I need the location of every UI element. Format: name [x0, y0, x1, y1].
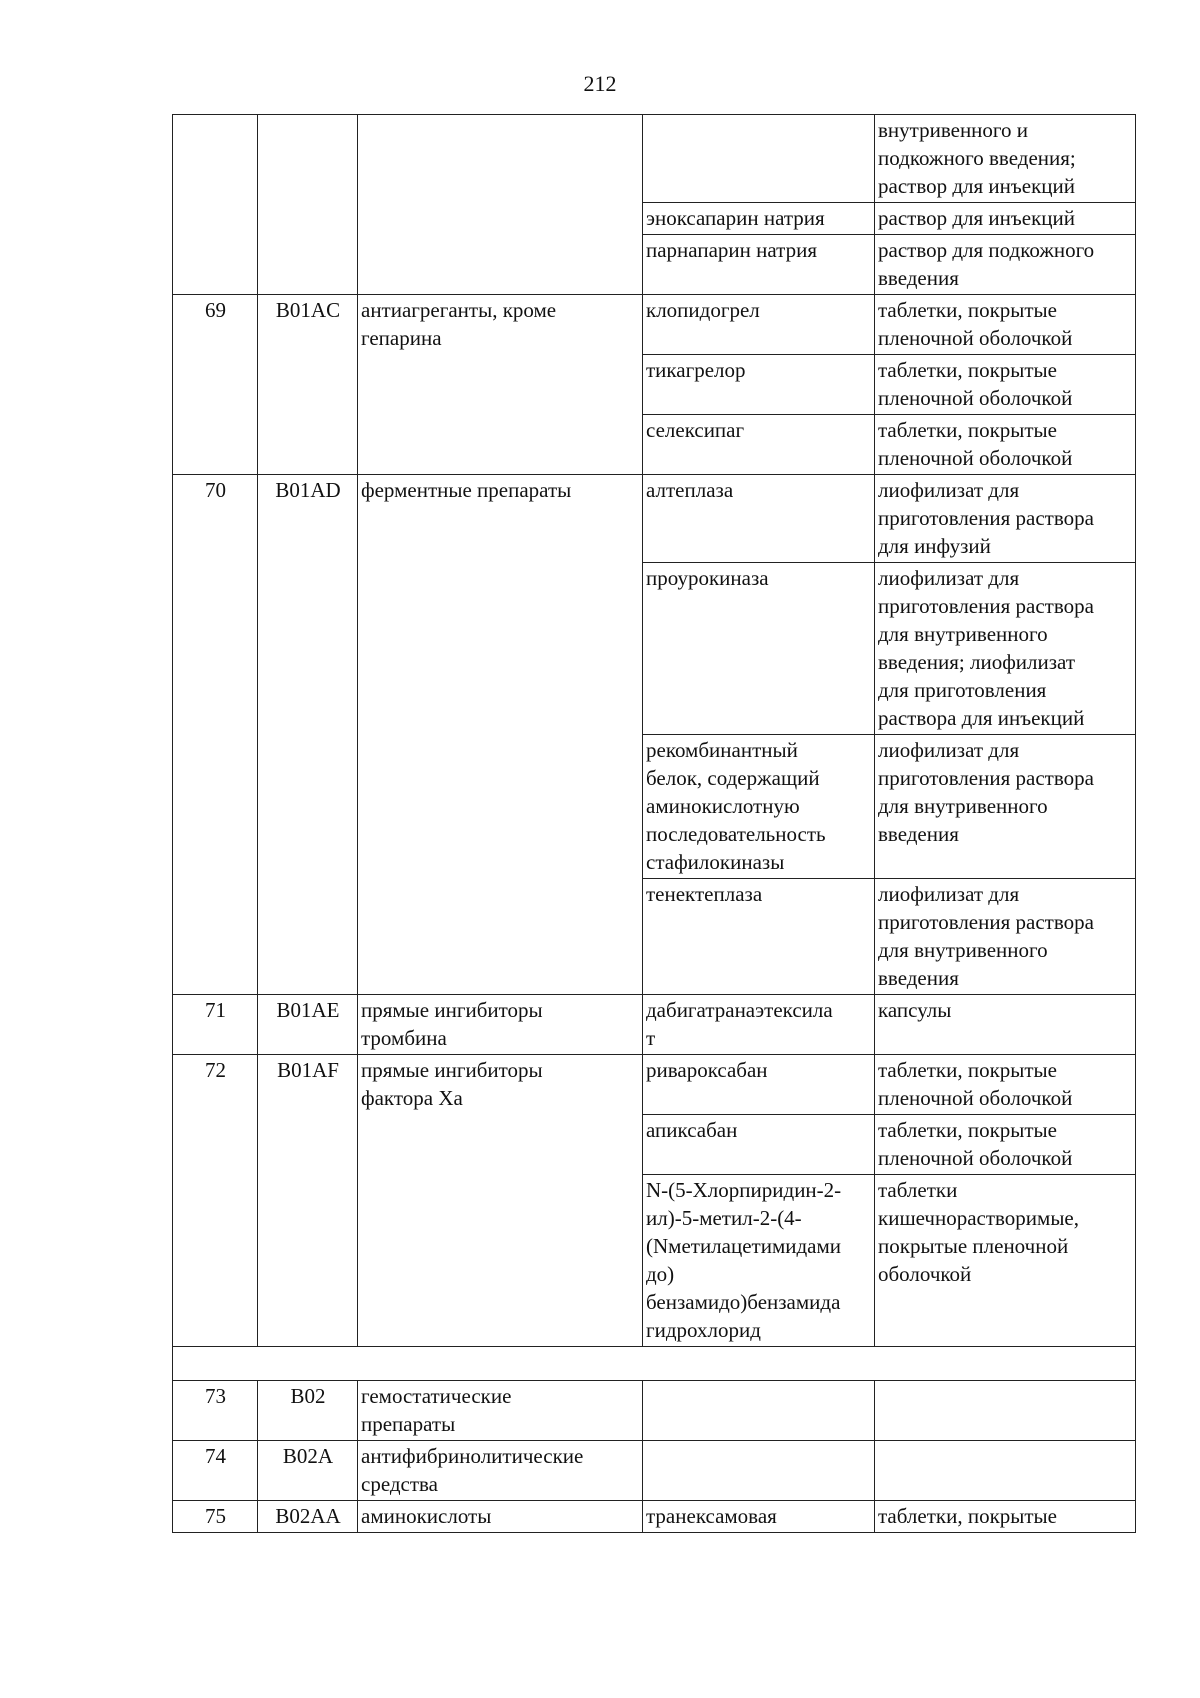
form-cell: лиофилизат для приготовления раствора для внутривенного введения; лиофилизат для приготовления раствора для инъекций — [875, 563, 1136, 735]
group-cell: аминокислоты — [358, 1501, 643, 1533]
num-cell: 74 — [173, 1441, 258, 1501]
num-cell: 73 — [173, 1381, 258, 1441]
group-cell: ферментные препараты — [358, 475, 643, 995]
drug-table-wrapper — [172, 114, 1135, 1533]
num-cell: 70 — [173, 475, 258, 995]
code-cell: B01AE — [258, 995, 358, 1055]
form-cell: таблетки кишечнорастворимые, покрытые пленочной оболочкой — [875, 1175, 1136, 1347]
drug-cell: рекомбинантный белок, содержащий аминокислотную последовательность стафилокиназы — [643, 735, 875, 879]
drug-cell: тикагрелор — [643, 355, 875, 415]
num-cell: 69 — [173, 295, 258, 475]
form-cell: внутривенного и подкожного введения; раствор для инъекций — [875, 115, 1136, 203]
group-cell: гемостатические препараты — [358, 1381, 643, 1441]
form-cell — [875, 1381, 1136, 1441]
drug-cell: проурокиназа — [643, 563, 875, 735]
drug-cell — [643, 1441, 875, 1501]
form-cell: таблетки, покрытые — [875, 1501, 1136, 1533]
drug-cell: апиксабан — [643, 1115, 875, 1175]
drug-cell: парнапарин натрия — [643, 235, 875, 295]
group-cell: прямые ингибиторы тромбина — [358, 995, 643, 1055]
form-cell: раствор для подкожного введения — [875, 235, 1136, 295]
table-row — [173, 475, 1136, 563]
num-cell — [173, 115, 258, 295]
drug-cell: эноксапарин натрия — [643, 203, 875, 235]
form-cell: лиофилизат для приготовления раствора для внутривенного введения — [875, 735, 1136, 879]
code-cell: B02AA — [258, 1501, 358, 1533]
form-cell: лиофилизат для приготовления раствора для инфузий — [875, 475, 1136, 563]
form-cell: таблетки, покрытые пленочной оболочкой — [875, 295, 1136, 355]
code-cell — [258, 115, 358, 295]
group-cell: прямые ингибиторы фактора Ха — [358, 1055, 643, 1347]
form-cell: капсулы — [875, 995, 1136, 1055]
page-number: 212 — [583, 71, 617, 96]
drug-cell — [643, 1381, 875, 1441]
form-cell: таблетки, покрытые пленочной оболочкой — [875, 355, 1136, 415]
group-cell — [358, 115, 643, 295]
form-cell: таблетки, покрытые пленочной оболочкой — [875, 415, 1136, 475]
num-cell: 75 — [173, 1501, 258, 1533]
table-row — [173, 1501, 1136, 1533]
code-cell: B02 — [258, 1381, 358, 1441]
drug-cell: селексипаг — [643, 415, 875, 475]
drug-cell: алтеплаза — [643, 475, 875, 563]
code-cell: B02A — [258, 1441, 358, 1501]
table-row — [173, 115, 1136, 203]
drug-cell: транексамовая — [643, 1501, 875, 1533]
group-cell: антифибринолитические средства — [358, 1441, 643, 1501]
drug-cell: N-(5-Хлорпиридин-2- ил)-5-метил-2-(4- (Nметилацетимидами до) бензамидо)бензамида гидрохлорид — [643, 1175, 875, 1347]
code-cell: B01AF — [258, 1055, 358, 1347]
table-row — [173, 1381, 1136, 1441]
drug-cell: клопидогрел — [643, 295, 875, 355]
table-row — [173, 995, 1136, 1055]
form-cell: лиофилизат для приготовления раствора для внутривенного введения — [875, 879, 1136, 995]
table-row — [173, 295, 1136, 355]
form-cell: таблетки, покрытые пленочной оболочкой — [875, 1115, 1136, 1175]
table-gap-row — [173, 1347, 1136, 1381]
form-cell: раствор для инъекций — [875, 203, 1136, 235]
group-cell: антиагреганты, кроме гепарина — [358, 295, 643, 475]
drug-cell: ривароксабан — [643, 1055, 875, 1115]
drug-cell: тенектеплаза — [643, 879, 875, 995]
gap-cell — [173, 1347, 1136, 1381]
code-cell: B01AD — [258, 475, 358, 995]
table-row — [173, 1055, 1136, 1115]
drug-cell — [643, 115, 875, 203]
num-cell: 71 — [173, 995, 258, 1055]
form-cell: таблетки, покрытые пленочной оболочкой — [875, 1055, 1136, 1115]
num-cell: 72 — [173, 1055, 258, 1347]
drug-cell: дабигатранаэтексила т — [643, 995, 875, 1055]
drug-table — [172, 114, 1136, 1533]
table-row — [173, 1441, 1136, 1501]
code-cell: B01AC — [258, 295, 358, 475]
form-cell — [875, 1441, 1136, 1501]
